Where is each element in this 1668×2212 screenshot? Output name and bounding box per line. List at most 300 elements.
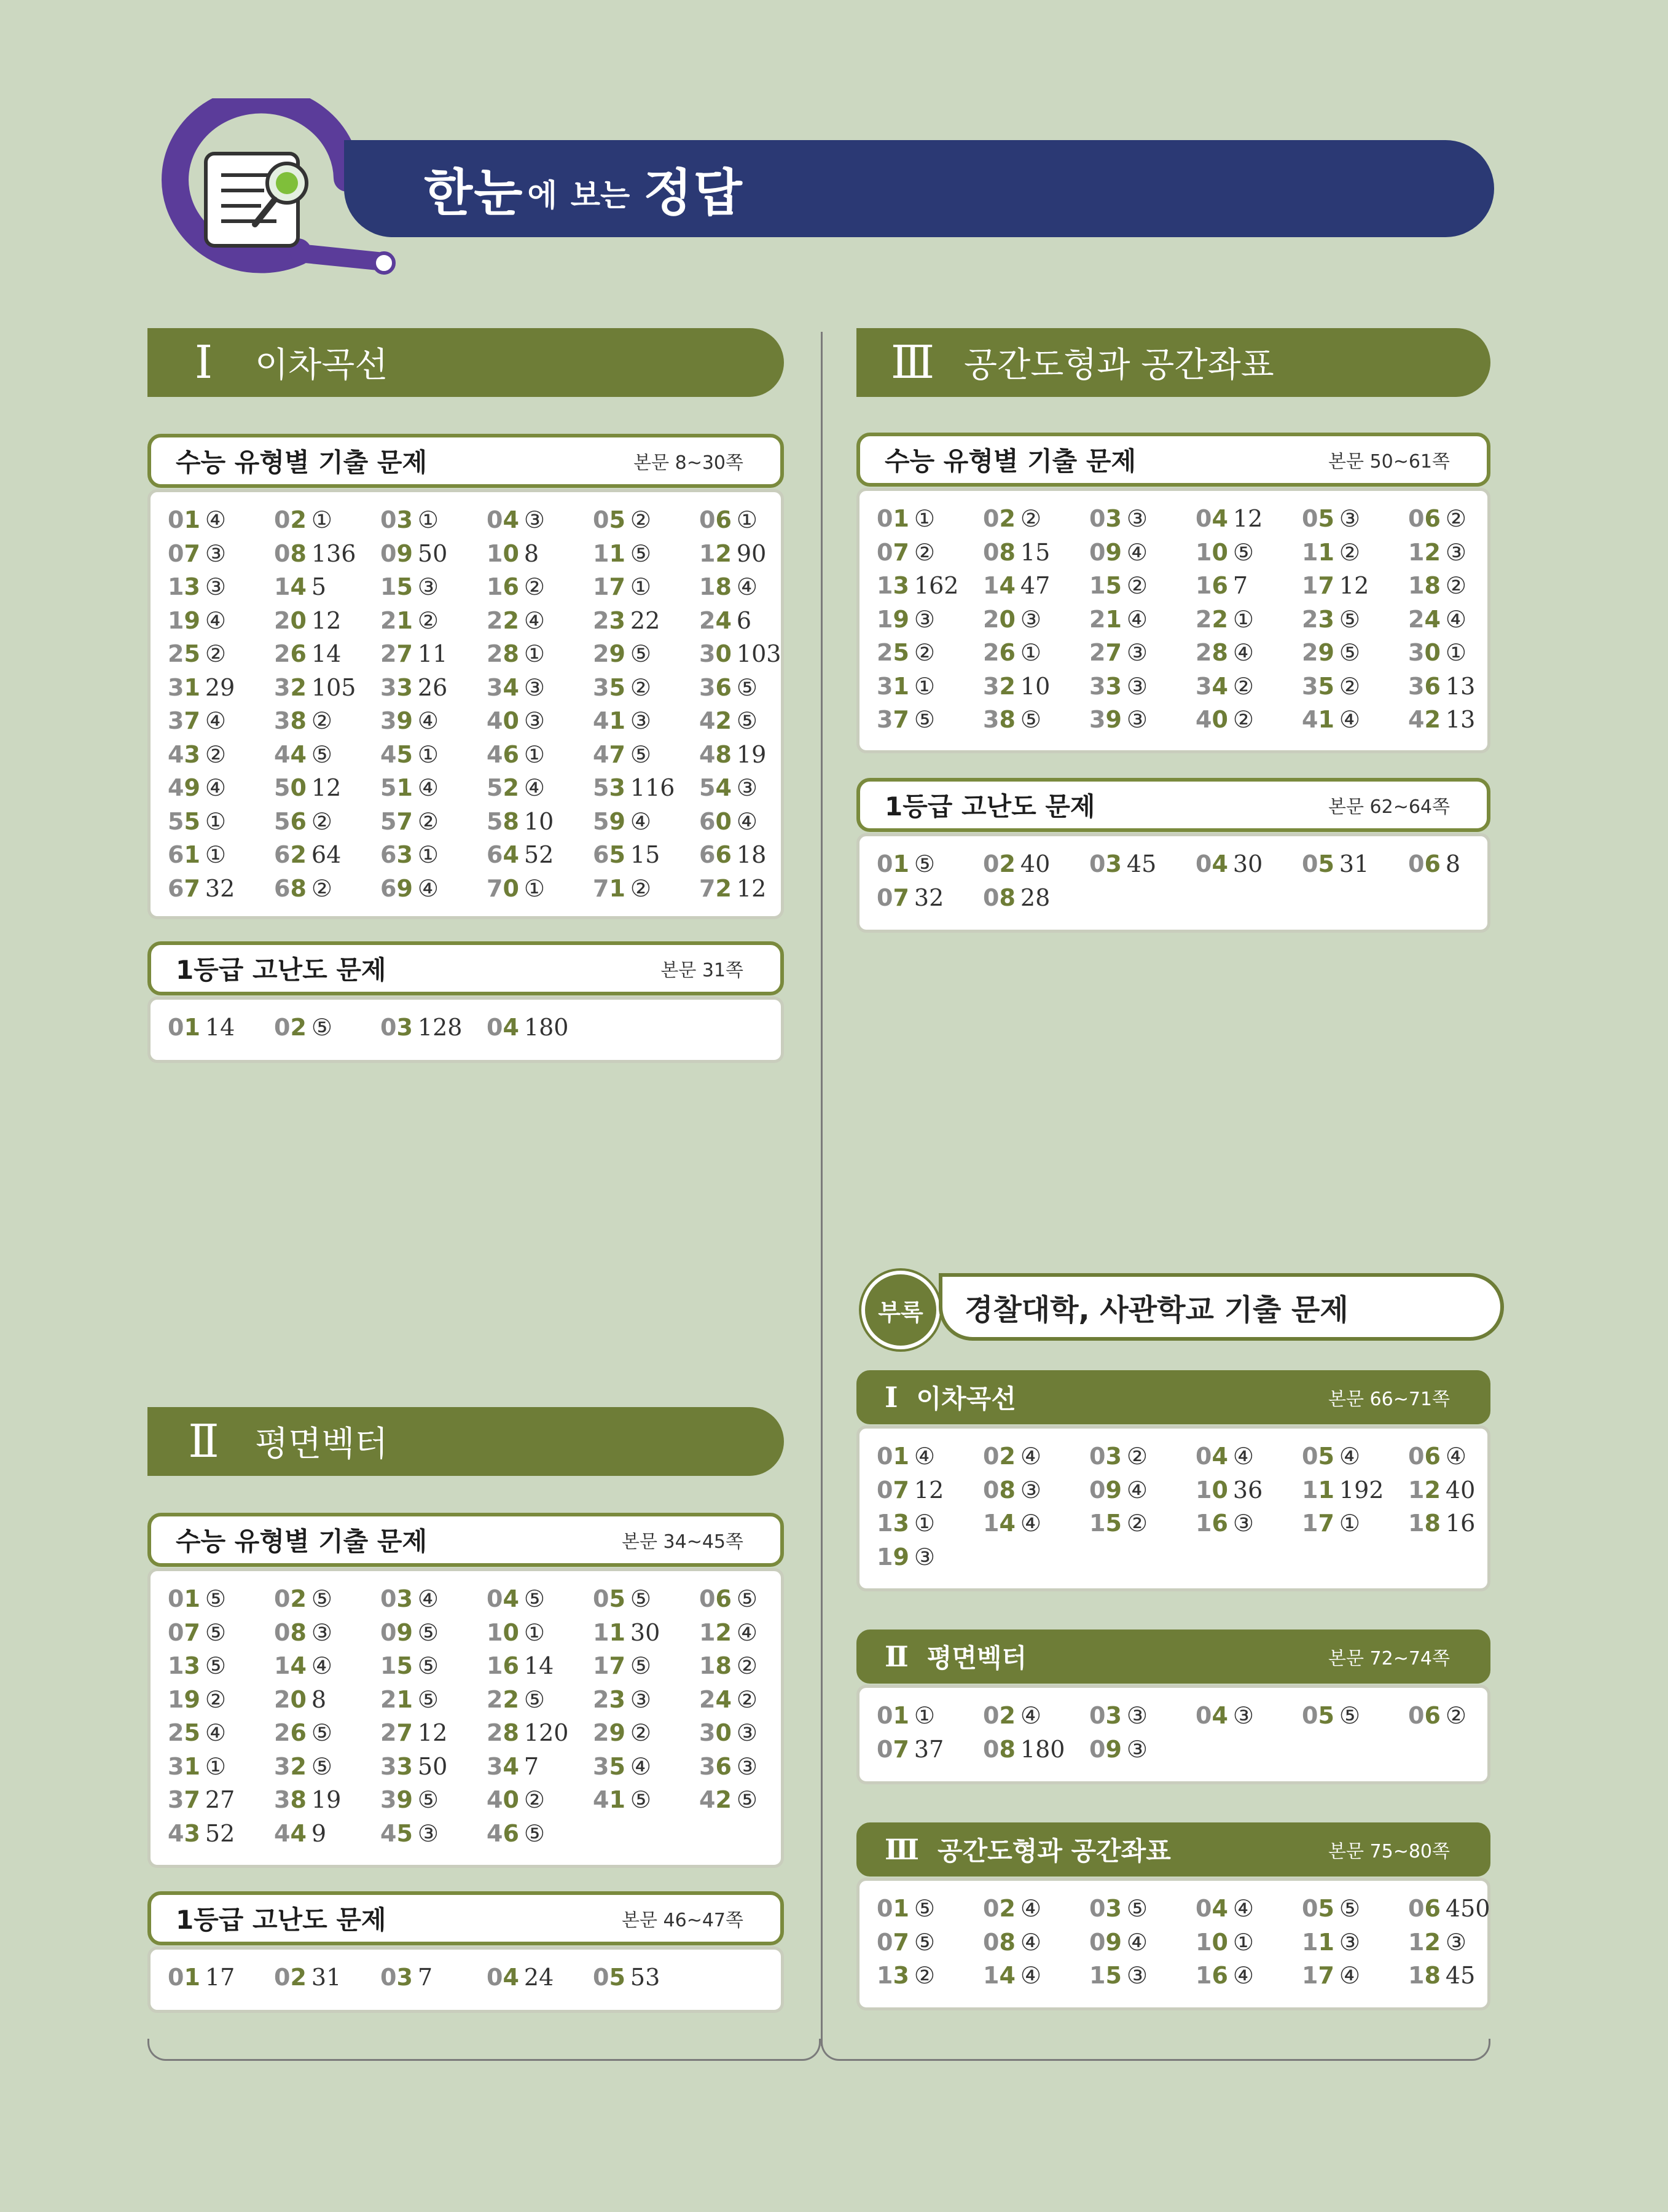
question-number: 14 [274, 1652, 307, 1680]
answer-item [1408, 569, 1514, 603]
answer-item [699, 838, 805, 872]
section-title-text: 공간도형과 공간좌표 [938, 1836, 1171, 1866]
answer-value: ② [1445, 572, 1466, 600]
answer-item [380, 671, 487, 705]
answer-value: ④ [1126, 605, 1148, 633]
question-number: 05 [1302, 850, 1334, 878]
answer-value: 7 [523, 1752, 539, 1780]
answer-value: 12 [417, 1719, 448, 1747]
answer-item [877, 1892, 983, 1926]
answer-value: 22 [630, 606, 660, 634]
answer-item [168, 604, 274, 638]
page-range: 본문 66~71쪽 [1328, 1389, 1450, 1410]
answer-item [699, 805, 805, 839]
answer-value: ④ [736, 1618, 758, 1646]
question-number: 47 [593, 740, 625, 768]
question-number: 44 [274, 1819, 307, 1847]
answer-value: 17 [205, 1964, 235, 1991]
answer-item [1302, 1959, 1408, 1993]
answer-value: 37 [914, 1735, 944, 1763]
question-number: 01 [877, 1443, 909, 1470]
page-range: 본문 8~30쪽 [633, 452, 743, 474]
answer-item [274, 1683, 380, 1717]
answer-value: ⑤ [311, 1719, 332, 1747]
answer-item [1408, 1699, 1514, 1733]
page-range: 본문 50~61쪽 [1328, 451, 1450, 473]
answer-item [274, 503, 380, 537]
answer-item [877, 569, 983, 603]
answer-value: ④ [205, 606, 226, 634]
question-number: 08 [983, 1476, 1016, 1504]
section-title: 1등급 고난도 문제 [176, 1905, 386, 1935]
question-number: 08 [274, 539, 307, 567]
answer-item [1302, 1440, 1408, 1473]
answer-value: 7 [1232, 572, 1248, 600]
answer-item [1089, 536, 1196, 570]
column-divider [821, 332, 823, 2046]
answer-item [1196, 1440, 1302, 1473]
answer-item [593, 872, 699, 906]
answer-value: 10 [523, 807, 554, 835]
answer-value: 13 [1445, 706, 1476, 734]
question-number: 10 [487, 539, 519, 567]
answer-item [699, 1649, 805, 1683]
answer-value: 12 [914, 1476, 944, 1504]
answer-value: ⑤ [417, 1618, 439, 1646]
answer-item [274, 1961, 380, 1994]
question-number: 40 [487, 1786, 519, 1814]
answer-item [487, 1783, 593, 1817]
answer-value: ⑤ [311, 1752, 332, 1780]
question-number: 56 [274, 807, 307, 835]
answer-value: ③ [1126, 1702, 1148, 1730]
answer-value: ② [1020, 505, 1041, 533]
answer-box [856, 833, 1490, 933]
answer-item [487, 1582, 593, 1616]
question-number: 02 [983, 1895, 1016, 1923]
question-number: 03 [1089, 850, 1122, 878]
question-number: 14 [983, 1962, 1016, 1990]
question-number: 60 [699, 807, 732, 835]
question-number: 13 [168, 1652, 200, 1680]
answer-item [380, 1750, 487, 1784]
question-number: 06 [699, 1585, 732, 1613]
question-number: 70 [487, 874, 519, 902]
question-number: 51 [380, 774, 413, 802]
answer-item [1196, 847, 1302, 881]
answer-item [593, 1582, 699, 1616]
answer-value: ③ [523, 673, 545, 701]
answer-value: ① [1020, 639, 1041, 667]
answer-item [274, 704, 380, 738]
answer-value: ① [523, 640, 545, 668]
answer-grid [877, 1440, 1487, 1574]
question-number: 42 [699, 707, 732, 735]
question-number: 48 [699, 740, 732, 768]
answer-value: 10 [1020, 672, 1051, 700]
answer-value: 136 [311, 539, 356, 567]
question-number: 05 [593, 506, 625, 534]
question-number: 09 [1089, 1735, 1122, 1763]
question-number: 23 [593, 1685, 625, 1713]
chapter-roman: Ⅰ [194, 336, 208, 389]
answer-value: 52 [205, 1819, 235, 1847]
answer-value: ③ [736, 1752, 758, 1780]
answer-item [274, 537, 380, 571]
answer-item [274, 1011, 380, 1045]
answer-item [593, 604, 699, 638]
answer-item [1302, 1892, 1408, 1926]
answer-value: 26 [417, 673, 448, 701]
section-title [885, 1638, 1027, 1675]
section-header [856, 778, 1490, 832]
answer-value: ⑤ [523, 1585, 545, 1613]
question-number: 02 [274, 1964, 307, 1991]
answer-item [877, 1440, 983, 1473]
answer-item [1408, 636, 1514, 670]
answer-grid [168, 1961, 781, 1994]
question-number: 17 [593, 1652, 625, 1680]
question-number: 18 [1408, 572, 1441, 600]
answer-item [168, 1783, 274, 1817]
answer-value: 180 [1020, 1735, 1065, 1763]
answer-value: ③ [523, 707, 545, 735]
answer-value: ⑤ [417, 1786, 439, 1814]
question-number: 19 [168, 1685, 200, 1713]
answer-value: ④ [523, 774, 545, 802]
answer-value: ④ [1232, 639, 1254, 667]
question-number: 05 [1302, 505, 1334, 533]
answer-grid [168, 1582, 781, 1850]
answer-item [1196, 1892, 1302, 1926]
answer-value: ① [523, 740, 545, 768]
answer-item [983, 847, 1089, 881]
answer-item [487, 1616, 593, 1650]
answer-grid [877, 1892, 1490, 1993]
question-number: 30 [699, 1719, 732, 1747]
answer-value: ① [311, 506, 332, 534]
answer-item [1408, 1473, 1514, 1507]
answer-value: 14 [523, 1652, 554, 1680]
page-range: 본문 34~45쪽 [622, 1531, 743, 1553]
answer-item [593, 503, 699, 537]
answer-item [1196, 1699, 1302, 1733]
answer-value: 180 [523, 1014, 569, 1041]
question-number: 11 [1302, 1476, 1334, 1504]
question-number: 32 [274, 1752, 307, 1780]
answer-value: 29 [205, 673, 235, 701]
answer-value: ④ [736, 807, 758, 835]
title-particle-1: 에 [527, 178, 557, 213]
question-number: 39 [380, 1786, 413, 1814]
answer-value: ① [205, 841, 226, 869]
answer-value: ② [630, 506, 651, 534]
chapter-roman: Ⅱ [188, 1415, 214, 1468]
answer-value: 16 [1445, 1510, 1476, 1537]
question-number: 03 [380, 1014, 413, 1041]
answer-item [699, 671, 805, 705]
answer-item [380, 1783, 487, 1817]
answer-value: ② [1126, 1510, 1148, 1537]
question-number: 52 [487, 774, 519, 802]
answer-value: ② [1232, 672, 1254, 700]
question-number: 34 [1196, 672, 1228, 700]
section-header [147, 1513, 784, 1567]
question-number: 01 [168, 1014, 200, 1041]
answer-value: 15 [1020, 538, 1051, 566]
question-number: 07 [168, 539, 200, 567]
question-number: 28 [1196, 639, 1228, 667]
question-number: 05 [1302, 1702, 1334, 1730]
answer-item [274, 1649, 380, 1683]
question-number: 25 [168, 1719, 200, 1747]
answer-item [593, 1649, 699, 1683]
answer-value: 31 [311, 1964, 342, 1991]
answer-value: ② [1445, 1702, 1466, 1730]
answer-value: ⑤ [523, 1819, 545, 1847]
answer-value: ③ [1126, 639, 1148, 667]
answer-value: 12 [311, 774, 342, 802]
question-number: 22 [487, 606, 519, 634]
answer-item [983, 1473, 1089, 1507]
answer-value: ④ [417, 707, 439, 735]
answer-item [168, 1582, 274, 1616]
answer-item [1196, 536, 1302, 570]
answer-item [983, 1959, 1089, 1993]
question-number: 27 [380, 640, 413, 668]
page-range: 본문 46~47쪽 [622, 1910, 743, 1931]
question-number: 04 [487, 1585, 519, 1613]
question-number: 31 [168, 1752, 200, 1780]
answer-value: 192 [1339, 1476, 1384, 1504]
answer-value: ② [1126, 1443, 1148, 1470]
answer-value: ⑤ [1232, 538, 1254, 566]
answer-item [877, 1540, 983, 1574]
question-number: 16 [487, 1652, 519, 1680]
answer-value: ② [523, 573, 545, 601]
question-number: 02 [274, 506, 307, 534]
answer-item [487, 1817, 593, 1851]
answer-item [1089, 670, 1196, 704]
question-number: 15 [380, 1652, 413, 1680]
question-number: 17 [1302, 572, 1334, 600]
answer-value: ② [1339, 538, 1360, 566]
answer-item [983, 502, 1089, 536]
answer-item [983, 1440, 1089, 1473]
answer-item [168, 671, 274, 705]
answer-item [877, 536, 983, 570]
bottom-bracket-right [821, 2039, 1490, 2061]
answer-item [168, 1011, 274, 1045]
question-number: 14 [983, 1510, 1016, 1537]
question-number: 18 [699, 573, 732, 601]
answer-item [1089, 847, 1196, 881]
answer-value: ① [1445, 639, 1466, 667]
question-number: 07 [877, 1735, 909, 1763]
answer-item [168, 503, 274, 537]
question-number: 19 [877, 1543, 909, 1571]
answer-value: ③ [1445, 538, 1466, 566]
question-number: 26 [274, 1719, 307, 1747]
question-number: 06 [699, 506, 732, 534]
answer-item [380, 1649, 487, 1683]
answer-value: ① [523, 874, 545, 902]
question-number: 09 [1089, 1476, 1122, 1504]
title-particle-2: 보는 [570, 178, 630, 213]
section-title: 1등급 고난도 문제 [176, 955, 386, 985]
answer-value: ⑤ [1339, 639, 1360, 667]
question-number: 04 [1196, 505, 1228, 533]
answer-value: 45 [1126, 850, 1157, 878]
answer-value: ① [736, 506, 758, 534]
question-number: 03 [1089, 505, 1122, 533]
chapter-3-header [856, 328, 1490, 397]
question-number: 18 [1408, 1962, 1441, 1990]
question-number: 16 [1196, 1962, 1228, 1990]
answer-item [487, 537, 593, 571]
answer-value: ② [914, 1962, 935, 1990]
section-header [147, 1891, 784, 1945]
question-number: 57 [380, 807, 413, 835]
answer-item [1302, 502, 1408, 536]
question-number: 01 [168, 1964, 200, 1991]
question-number: 21 [380, 1685, 413, 1713]
answer-value: ③ [630, 707, 651, 735]
question-number: 11 [593, 1618, 625, 1646]
answer-value: ④ [311, 1652, 332, 1680]
answer-value: ② [914, 639, 935, 667]
question-number: 07 [168, 1618, 200, 1646]
question-number: 18 [699, 1652, 732, 1680]
answer-item [487, 738, 593, 772]
question-number: 09 [380, 1618, 413, 1646]
question-number: 15 [1089, 1510, 1122, 1537]
section-title: 1등급 고난도 문제 [885, 791, 1095, 822]
answer-value: ⑤ [1339, 1895, 1360, 1923]
section-title [885, 1831, 1171, 1868]
answer-item [380, 1716, 487, 1750]
answer-value: ⑤ [1020, 706, 1041, 734]
section-header [147, 941, 784, 995]
answer-item [1196, 603, 1302, 637]
question-number: 20 [274, 606, 307, 634]
answer-box [147, 1568, 784, 1868]
question-number: 18 [1408, 1510, 1441, 1537]
answer-value: ④ [523, 606, 545, 634]
answer-item [380, 872, 487, 906]
answer-value: 105 [311, 673, 356, 701]
question-number: 20 [983, 605, 1016, 633]
answer-grid [168, 503, 781, 905]
answer-item [593, 704, 699, 738]
answer-item [1089, 603, 1196, 637]
answer-item [380, 604, 487, 638]
answer-item [380, 570, 487, 604]
answer-value: 47 [1020, 572, 1051, 600]
answer-item [699, 1750, 805, 1784]
question-number: 07 [877, 1928, 909, 1956]
question-number: 42 [699, 1786, 732, 1814]
answer-item [699, 704, 805, 738]
answer-item [593, 570, 699, 604]
answer-value: 13 [1445, 672, 1476, 700]
section-title: 수능 유형별 기출 문제 [885, 446, 1137, 476]
question-number: 09 [1089, 538, 1122, 566]
answer-value: ⑤ [630, 1652, 651, 1680]
answer-value: 8 [311, 1685, 327, 1713]
answer-value: ① [205, 807, 226, 835]
answer-value: ⑤ [630, 1585, 651, 1613]
answer-value: ② [205, 1685, 226, 1713]
question-number: 63 [380, 841, 413, 869]
answer-value: 19 [736, 740, 767, 768]
answer-value: ④ [1126, 1928, 1148, 1956]
answer-item [983, 1699, 1089, 1733]
question-number: 44 [274, 740, 307, 768]
answer-value: ③ [417, 573, 439, 601]
question-number: 30 [1408, 639, 1441, 667]
answer-value: 12 [736, 874, 767, 902]
question-number: 23 [1302, 605, 1334, 633]
answer-item [380, 1582, 487, 1616]
answer-item [274, 1616, 380, 1650]
question-number: 07 [877, 538, 909, 566]
answer-value: ③ [736, 1719, 758, 1747]
section-title [885, 1379, 1016, 1416]
answer-item [593, 1716, 699, 1750]
answer-item [699, 637, 805, 671]
answer-value: ③ [205, 573, 226, 601]
question-number: 65 [593, 841, 625, 869]
question-number: 67 [168, 874, 200, 902]
answer-value: ③ [1126, 672, 1148, 700]
answer-value: ① [205, 1752, 226, 1780]
answer-item [877, 1507, 983, 1540]
answer-value: ③ [1232, 1510, 1254, 1537]
answer-value: ③ [1339, 505, 1360, 533]
answer-value: ① [914, 505, 935, 533]
question-number: 12 [699, 1618, 732, 1646]
answer-value: ⑤ [1339, 1702, 1360, 1730]
answer-item [983, 1507, 1089, 1540]
question-number: 15 [1089, 572, 1122, 600]
answer-value: ⑤ [205, 1652, 226, 1680]
answer-item [877, 636, 983, 670]
question-number: 43 [168, 740, 200, 768]
answer-value: 7 [417, 1964, 433, 1991]
answer-item [1089, 636, 1196, 670]
answer-value: 128 [417, 1014, 463, 1041]
answer-value: 14 [311, 640, 342, 668]
answer-value: 19 [311, 1786, 342, 1814]
question-number: 01 [877, 1895, 909, 1923]
question-number: 33 [380, 1752, 413, 1780]
answer-value: ② [630, 673, 651, 701]
question-number: 15 [1089, 1962, 1122, 1990]
question-number: 12 [1408, 1476, 1441, 1504]
answer-item [983, 703, 1089, 737]
answer-value: ③ [1232, 1702, 1254, 1730]
answer-item [274, 838, 380, 872]
answer-item [983, 1892, 1089, 1926]
answer-value: ③ [1445, 1928, 1466, 1956]
answer-value: 116 [630, 774, 675, 802]
answer-item [983, 636, 1089, 670]
answer-item [983, 536, 1089, 570]
answer-item [593, 637, 699, 671]
answer-item [699, 1582, 805, 1616]
answer-item [877, 881, 983, 915]
